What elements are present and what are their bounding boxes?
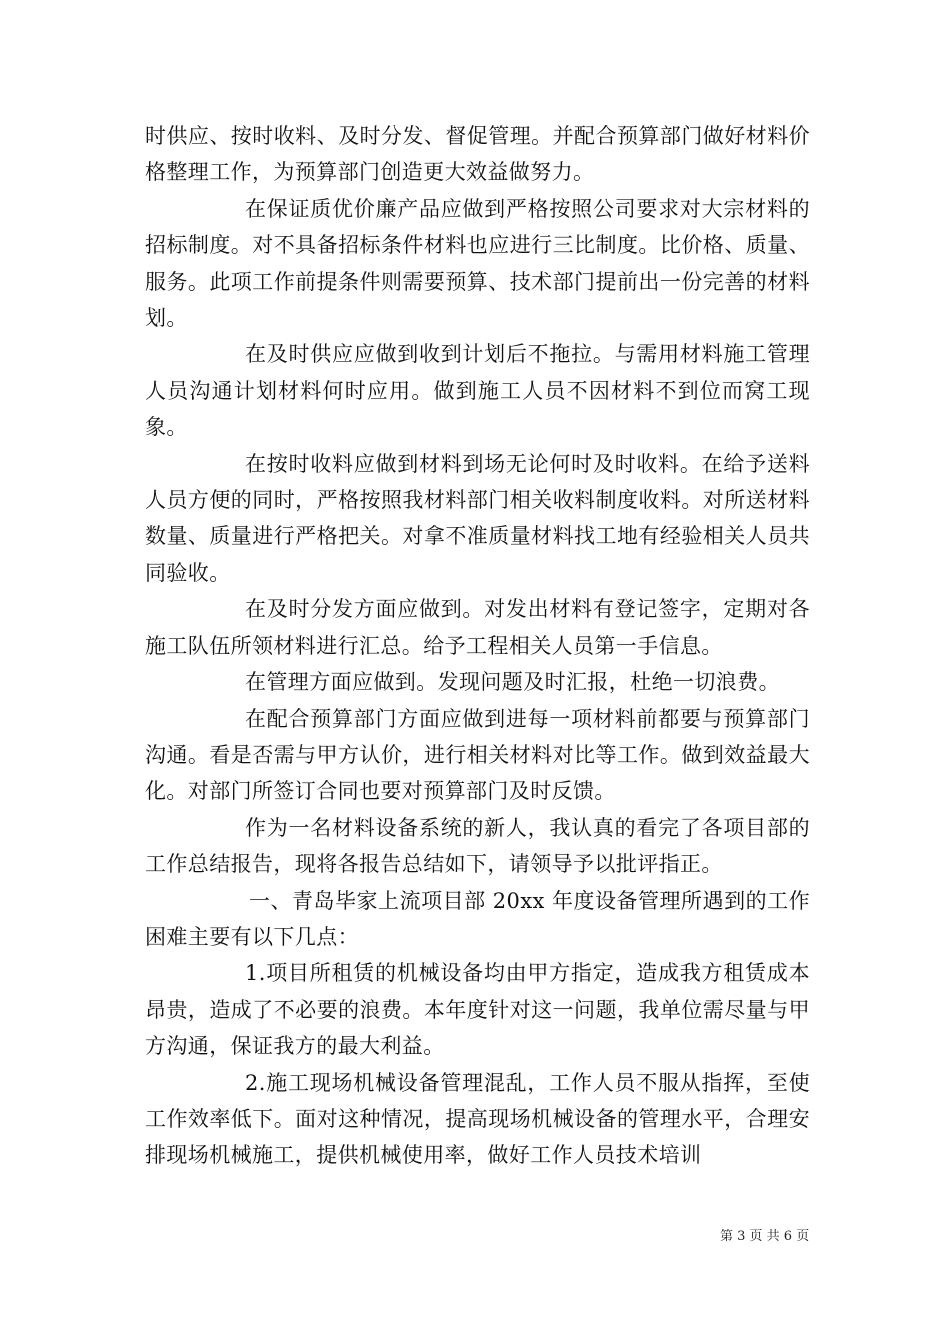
paragraph-management: 在管理方面应做到。发现问题及时汇报，杜绝一切浪费。: [245, 670, 780, 695]
body-text: [145, 118, 810, 1174]
paragraph-timely-supply: 在及时供应应做到收到计划后不拖拉。与需用材料施工管理人员沟通计划材料何时应用。做到施工人员不因材料不到位而窝工现象。: [145, 342, 810, 440]
paragraph-budget-cooperation: 在配合预算部门方面应做到进每一项材料前都要与预算部门沟通。看是否需与甲方认价，进行相关材料对比等工作。做到效益最大化。对部门所签订合同也要对预算部门及时反馈。: [145, 706, 810, 804]
list-item-1: 1.项目所租赁的机械设备均由甲方指定，造成我方租赁成本昂贵，造成了不必要的浪费。本年度针对这一问题，我单位需尽量与甲方沟通，保证我方的最大利益。: [145, 961, 810, 1059]
paragraph-material-receipt: 在按时收料应做到材料到场无论何时及时收料。在给予送料人员方便的同时，严格按照我材料部门相关收料制度收料。对所送材料数量、质量进行严格把关。对拿不准质量材料找工地有经验相关人员共同验收。: [145, 451, 810, 585]
list-item-2: 2.施工现场机械设备管理混乱，工作人员不服从指挥，至使工作效率低下。面对这种情况，提高现场机械设备的管理水平，合理安排现场机械施工，提供机械使用率，做好工作人员技术培训: [145, 1070, 810, 1168]
paragraph-distribution: 在及时分发方面应做到。对发出材料有登记签字，定期对各施工队伍所领材料进行汇总。给予工程相关人员第一手信息。: [145, 597, 810, 658]
paragraph-summary-intro: 作为一名材料设备系统的新人，我认真的看完了各项目部的工作总结报告，现将各报告总结如下，请领导予以批评指正。: [145, 815, 810, 877]
paragraph-continuation: 时供应、按时收料、及时分发、督促管理。并配合预算部门做好材料价格整理工作，为预算部门创造更大效益做努力。: [145, 124, 810, 185]
section-heading-qingdao: 一、青岛毕家上流项目部 20xx 年度设备管理所遇到的工作困难主要有以下几点：: [145, 888, 810, 949]
page-number: 第 3 页 共 6 页: [720, 1229, 810, 1244]
paragraph-quality-price: 在保证质优价廉产品应做到严格按照公司要求对大宗材料的招标制度。对不具备招标条件材料也应进行三比制度。比价格、质量、服务。此项工作前提条件则需要预算、技术部门提前出一份完善的材料划。: [145, 196, 810, 331]
